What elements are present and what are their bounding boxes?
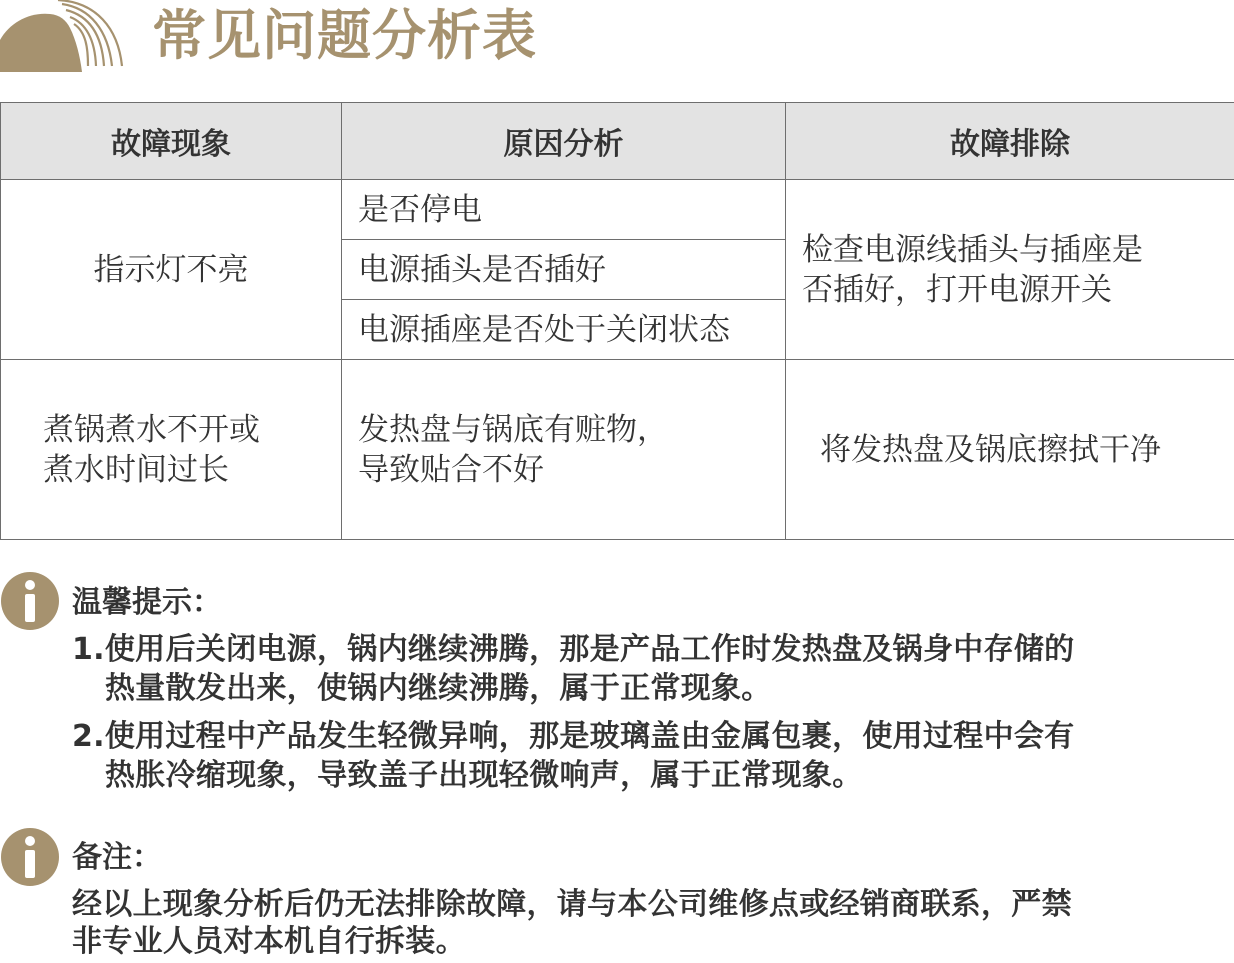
cause-cell	[342, 300, 786, 360]
fix-cell	[786, 360, 1234, 540]
cause-text: 是否停电	[358, 192, 482, 228]
table-header-row	[1, 103, 1234, 180]
symptom-text-line: 煮水时间过长	[43, 450, 341, 490]
column-header-cause: 原因分析	[342, 103, 786, 180]
faq-table	[0, 102, 1234, 540]
symptom-cell	[1, 180, 342, 360]
note-line: 非专业人员对本机自行拆装。	[72, 921, 466, 963]
cause-cell	[342, 240, 786, 300]
info-icon	[0, 826, 60, 888]
table-row	[1, 360, 1234, 540]
cause-cell	[342, 360, 786, 540]
cause-text: 电源插座是否处于关闭状态	[358, 312, 730, 348]
note-line: 经以上现象分析后仍无法排除故障，请与本公司维修点或经销商联系，严禁	[72, 884, 1072, 926]
fix-text: 将发热盘及锅底擦拭干净	[820, 432, 1161, 468]
cause-text-line: 发热盘与锅底有赃物，	[358, 410, 785, 450]
symptom-text-line: 煮锅煮水不开或	[43, 410, 341, 450]
info-icon	[0, 570, 60, 632]
column-header-symptom: 故障现象	[1, 103, 342, 180]
fix-text-line: 检查电源线插头与插座是	[802, 230, 1234, 270]
page-title: 常见问题分析表	[152, 2, 537, 70]
arc-logo-icon	[0, 0, 130, 72]
cause-text: 电源插头是否插好	[358, 252, 606, 288]
cause-cell	[342, 180, 786, 240]
tip-item-line: 1.使用后关闭电源，锅内继续沸腾，那是产品工作时发热盘及锅身中存储的	[72, 629, 1074, 671]
symptom-text: 指示灯不亮	[94, 252, 249, 288]
header	[0, 0, 1234, 80]
tip-item-line: 2.使用过程中产品发生轻微异响，那是玻璃盖由金属包裹，使用过程中会有	[72, 716, 1074, 758]
tips-title: 温馨提示：	[72, 583, 222, 623]
cause-text-line: 导致贴合不好	[358, 450, 785, 490]
symptom-cell	[1, 360, 342, 540]
column-header-fix: 故障排除	[786, 103, 1234, 180]
tip-item-line: 热量散发出来，使锅内继续沸腾，属于正常现象。	[105, 668, 772, 710]
fix-text-line: 否插好，打开电源开关	[802, 270, 1234, 310]
note-title: 备注：	[72, 838, 162, 878]
tip-item-line: 热胀冷缩现象，导致盖子出现轻微响声，属于正常现象。	[105, 755, 863, 797]
table-row	[1, 180, 1234, 240]
fix-cell	[786, 180, 1234, 360]
